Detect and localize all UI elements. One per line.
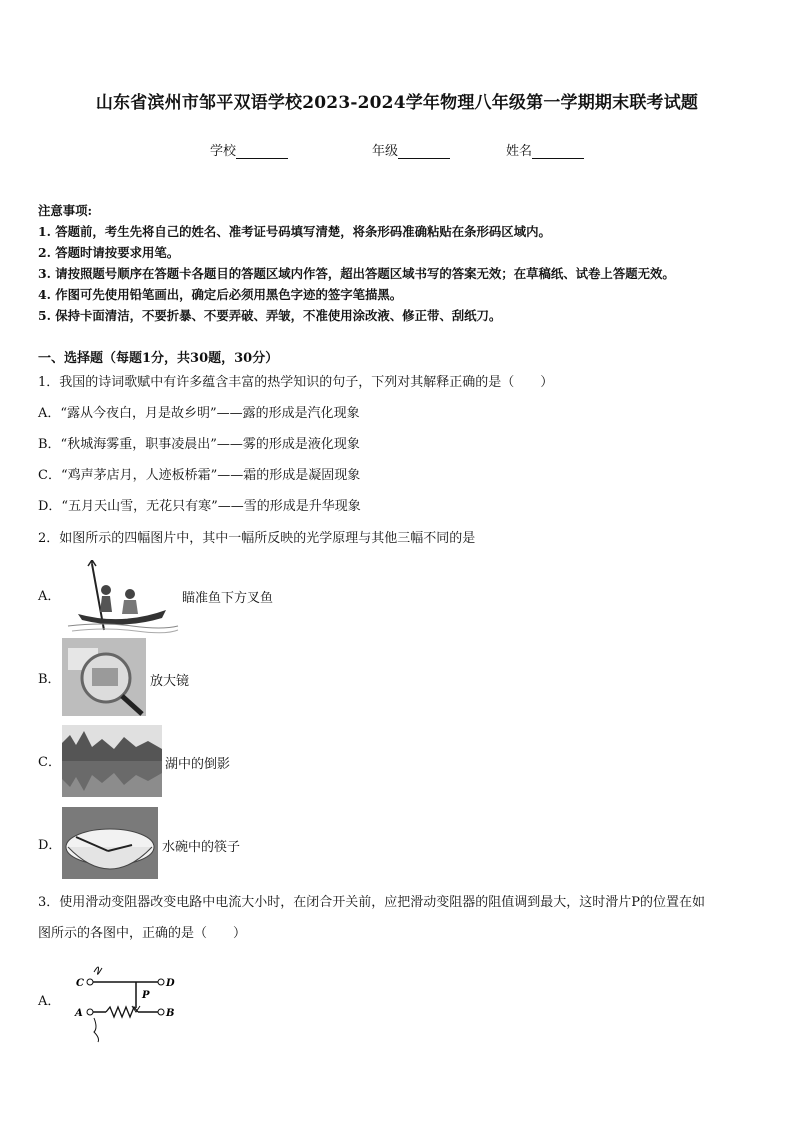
question-2-option-c-letter: C．	[38, 755, 61, 770]
question-2-option-b-caption: 放大镜	[150, 674, 190, 689]
question-2-option-d-letter: D．	[38, 838, 62, 853]
terminal-d-label: D	[166, 978, 175, 989]
section-heading: 一、选择题（每题1分，共30题，30分）	[38, 351, 279, 366]
question-1-option-c: C．“鸡声茅店月，人迹板桥霜”——霜的形成是凝固现象	[38, 468, 361, 483]
grade-field	[372, 140, 450, 159]
lake-reflection-image	[62, 725, 162, 797]
notice-heading: 注意事项:	[38, 203, 93, 218]
question-3-stem-line1: 3．使用滑动变阻器改变电路中电流大小时，在闭合开关前，应把滑动变阻器的阻值调到最大，这时滑片P的位置在如	[38, 895, 706, 910]
question-1-option-a: A．“露从今夜白，月是故乡明”——露的形成是汽化现象	[38, 406, 360, 421]
question-2-option-a-caption: 瞄准鱼下方叉鱼	[182, 591, 274, 606]
terminal-c-label: C	[76, 978, 84, 989]
notice-item: 4. 作图可先使用铅笔画出，确定后必须用黑色字迹的签字笔描黑。	[38, 287, 403, 302]
slider-p-label: P	[142, 990, 150, 1001]
notice-item: 5. 保持卡面清洁，不要折暴、不要弄破、弄皱，不准使用涂改液、修正带、刮纸刀。	[38, 308, 502, 323]
grade-blank	[398, 146, 450, 159]
question-3-option-a-letter: A．	[38, 994, 61, 1009]
fishing-boat-image	[62, 560, 180, 634]
question-1-stem: 1．我国的诗词歌赋中有许多蕴含丰富的热学知识的句子，下列对其解释正确的是（ ）	[38, 375, 554, 390]
magnifier-image	[62, 638, 146, 716]
question-3-stem-line2: 图所示的各图中，正确的是（ ）	[38, 926, 247, 941]
question-2-option-b-letter: B．	[38, 672, 61, 687]
school-field	[210, 140, 288, 159]
notice-item: 2. 答题时请按要求用笔。	[38, 245, 180, 260]
name-blank	[532, 146, 584, 159]
notice-item: 1. 答题前，考生先将自己的姓名、准考证号码填写清楚，将条形码准确粘贴在条形码区域内。	[38, 224, 551, 239]
terminal-b-label: B	[166, 1008, 175, 1019]
terminal-a-label: A	[75, 1008, 83, 1019]
question-1-option-b: B．“秋城海雾重，职事凌晨出”——雾的形成是液化现象	[38, 437, 360, 452]
name-label: 姓名	[506, 144, 533, 159]
page-title: 山东省滨州市邹平双语学校2023-2024学年物理八年级第一学期期末联考试题	[95, 93, 699, 113]
question-2-option-c-caption: 湖中的倒影	[165, 757, 231, 772]
name-field	[506, 140, 584, 159]
notice-block	[38, 200, 675, 326]
rheostat-diagram-a	[70, 958, 180, 1044]
school-label: 学校	[210, 144, 237, 159]
bowl-chopsticks-image	[62, 807, 158, 879]
school-blank	[236, 146, 288, 159]
grade-label: 年级	[372, 144, 399, 159]
question-1-option-d: D．“五月天山雪，无花只有寒”——雪的形成是升华现象	[38, 499, 361, 514]
question-2-stem: 2．如图所示的四幅图片中，其中一幅所反映的光学原理与其他三幅不同的是	[38, 531, 476, 546]
notice-item: 3. 请按照题号顺序在答题卡各题目的答题区域内作答，超出答题区域书写的答案无效；在草稿纸、试卷上答题无效。	[38, 266, 675, 281]
question-2-option-d-caption: 水碗中的筷子	[162, 840, 241, 855]
question-2-option-a-letter: A．	[38, 589, 61, 604]
